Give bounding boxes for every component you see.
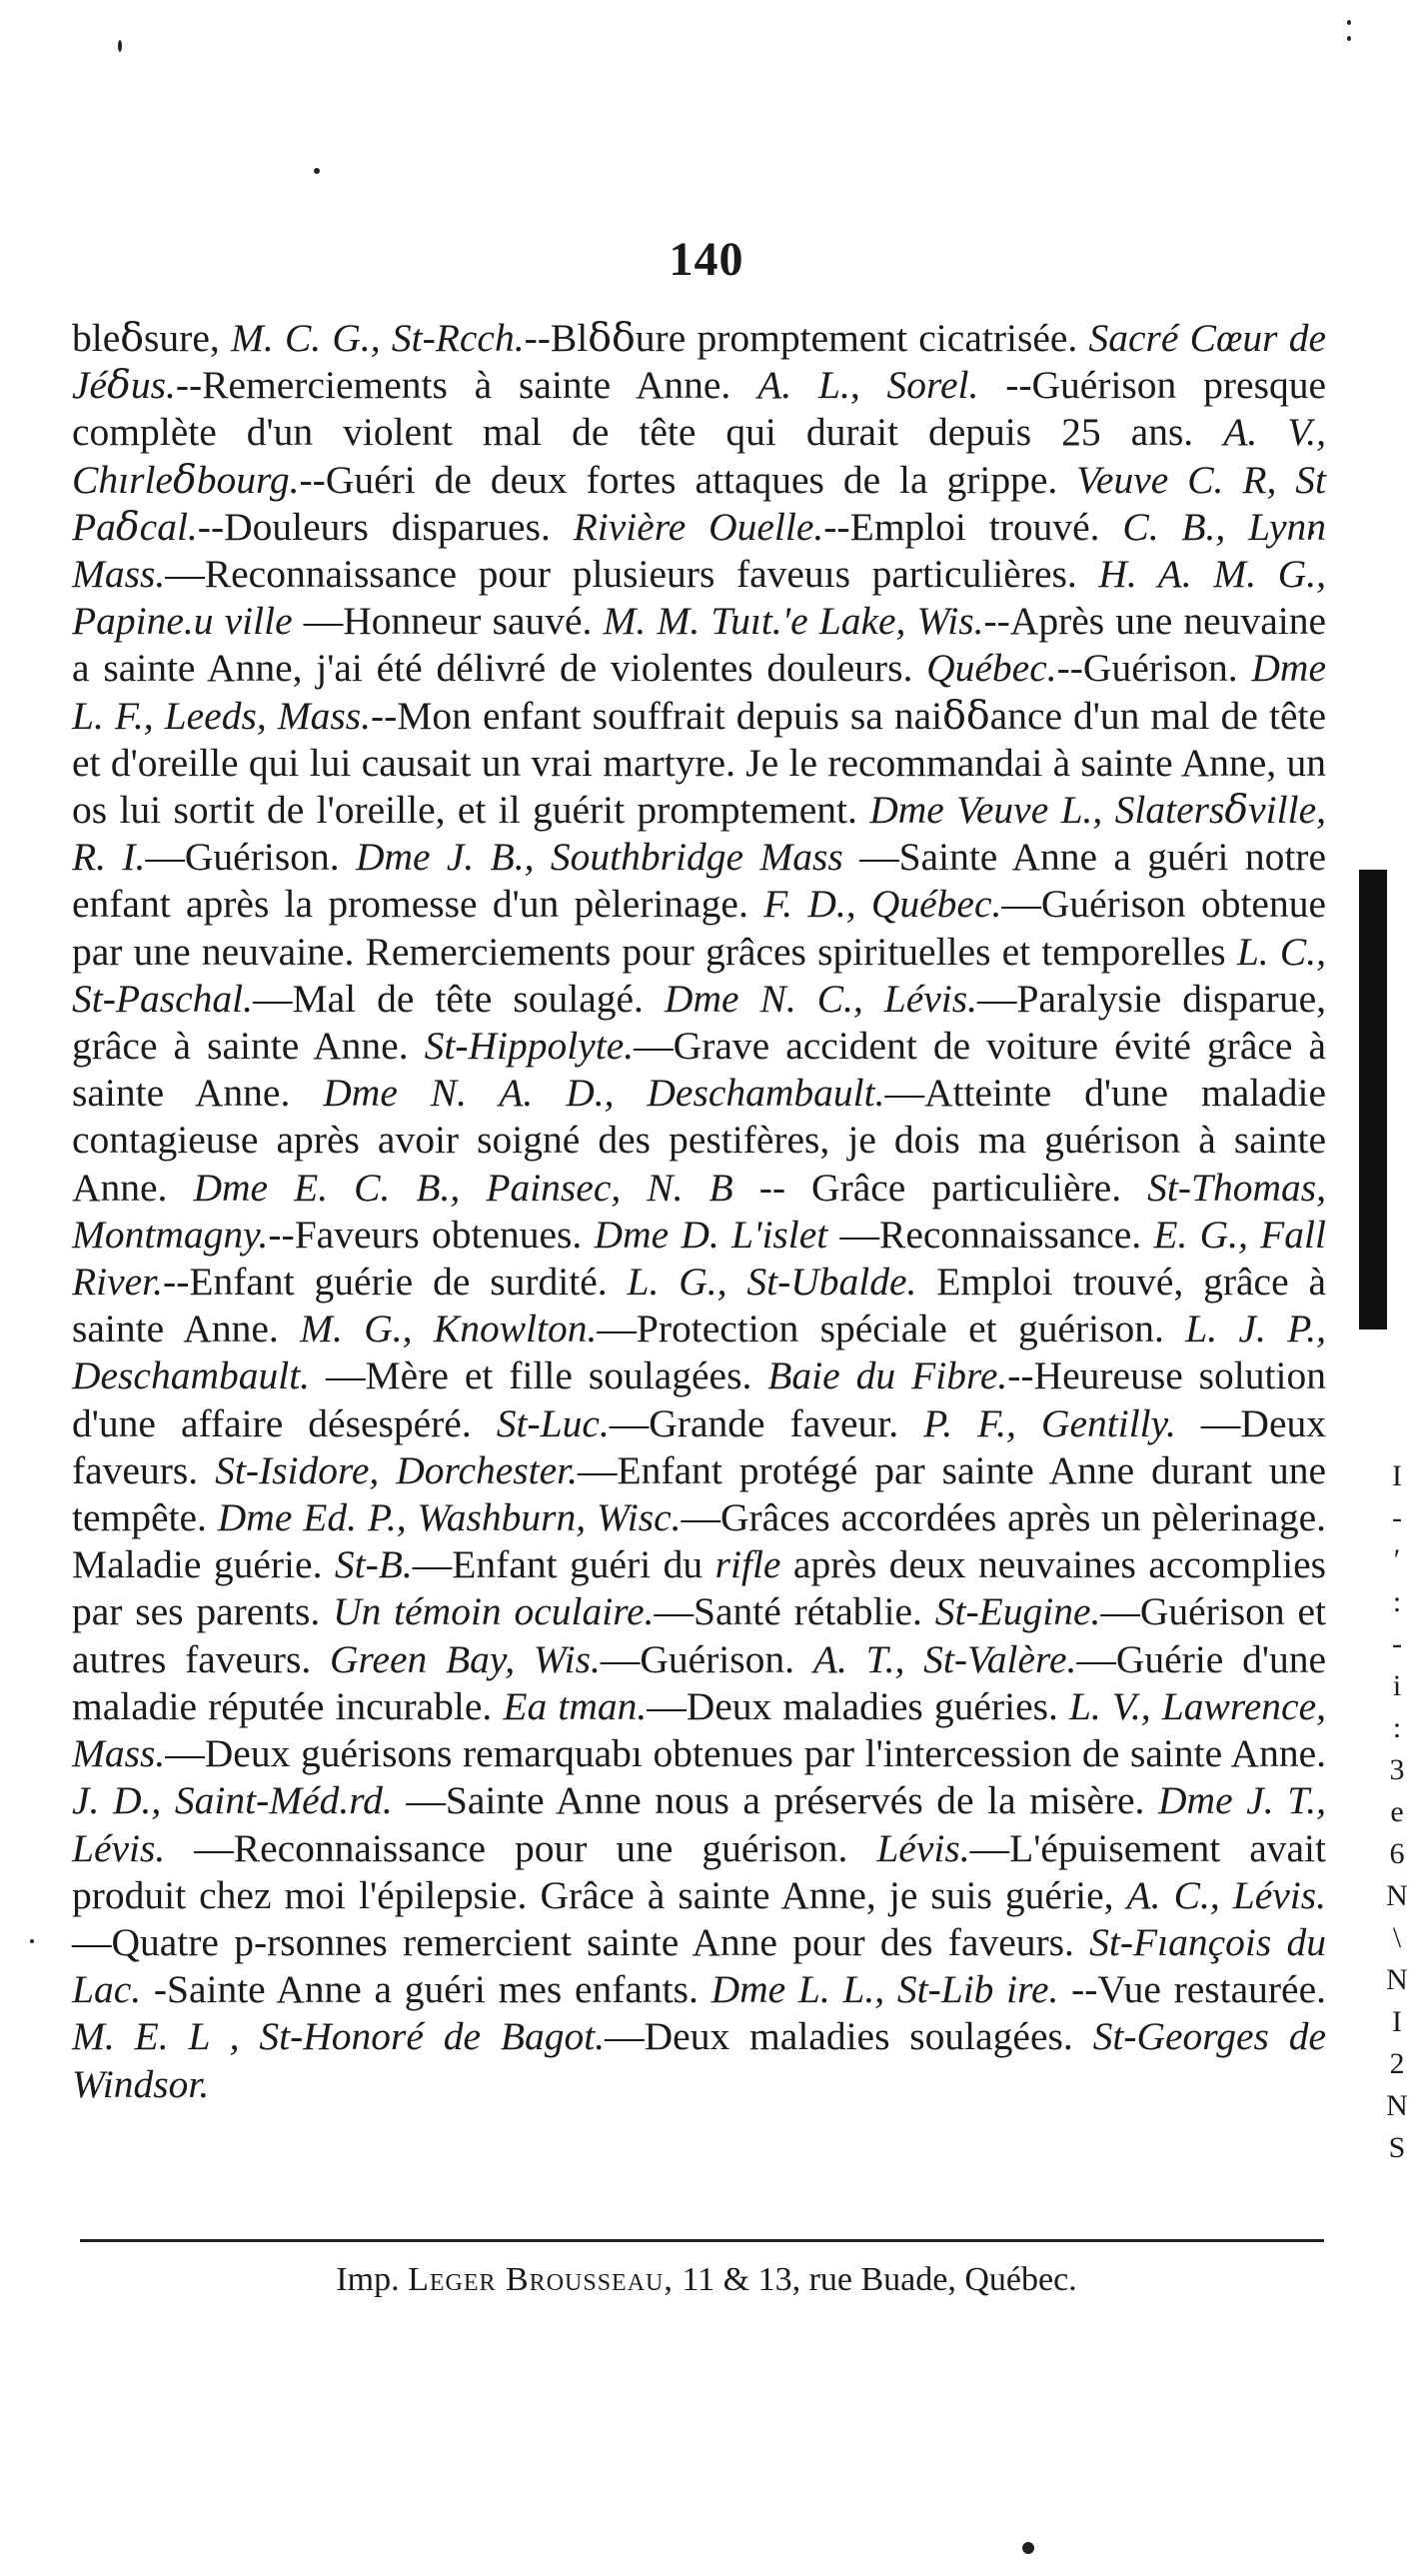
margin-char: I — [1392, 1459, 1402, 1492]
italic-segment: rifle — [714, 1542, 781, 1587]
italic-segment: St-Thomas, Montmagny. — [72, 1165, 1326, 1257]
text-segment: --Blẟẟure promptement cicatrisée. — [524, 316, 1089, 360]
margin-char: N — [1386, 1879, 1408, 1912]
text-segment: —Atteinte d'une maladie contagieuse après avoir soigné des pestifères, je dois ma guérison à sainte Anne. — [72, 1071, 1327, 1210]
italic-segment: St-Eugine. — [934, 1589, 1101, 1634]
italic-segment: Dme J. T., Lévis. — [72, 1778, 1326, 1870]
italic-segment: Québec. — [926, 646, 1057, 691]
margin-char: e — [1390, 1795, 1404, 1828]
italic-segment: Veuve C. R, St Paẟcal. — [72, 457, 1326, 549]
italic-segment: Dme N. A. D., Deschambault. — [323, 1071, 885, 1116]
italic-segment: St-Hippolyte. — [424, 1024, 635, 1069]
italic-segment: St-Fıançois du Lac. — [72, 1919, 1327, 2012]
margin-char: 2 — [1389, 2047, 1405, 2080]
margin-char: 6 — [1389, 1837, 1405, 1870]
text-segment: —Deux faveurs. — [72, 1400, 1326, 1492]
italic-segment: Baie du Fibre. — [767, 1353, 1008, 1398]
margin-characters — [1382, 1459, 1412, 2165]
italic-segment: L. V., Lawrence, Mass. — [72, 1683, 1326, 1776]
text-segment: —Deux maladies soulagées. — [605, 2014, 1093, 2059]
text-segment: --Guéri de deux fortes attaques de la grippe. — [299, 457, 1077, 502]
margin-char: N — [1386, 2089, 1408, 2122]
italic-segment: St-B. — [334, 1542, 413, 1587]
text-segment: —Quatre p-rsonnes remercient sainte Anne pour des faveurs. — [72, 1919, 1090, 1964]
text-segment: Emploi trouvé, grâce à sainte Anne. — [72, 1260, 1327, 1351]
italic-segment: M. M. Tuıt.'e Lake, Wis. — [603, 599, 984, 644]
margin-char: \ — [1392, 1921, 1402, 1954]
italic-segment: Dme L. F., Leeds, Mass. — [72, 646, 1326, 738]
text-segment: --Faveurs obtenues. — [268, 1212, 595, 1257]
text-segment: —Deux guérisons remarquabı obtenues par l'intercession de sainte Anne. — [165, 1731, 1326, 1776]
margin-char: 3 — [1389, 1753, 1405, 1786]
text-segment: —Guérison. — [600, 1636, 813, 1681]
italic-segment: M. C. G., St-Rcch. — [230, 316, 525, 360]
text-segment: --Guérison presque complète d'un violent mal de tête qui durait depuis 25 ans. — [72, 363, 1326, 455]
footer-rule — [80, 2239, 1324, 2242]
text-segment: —Reconnaissance. — [827, 1212, 1154, 1257]
ink-speck — [1347, 20, 1351, 25]
margin-char: I — [1392, 2005, 1402, 2038]
italic-segment: Dme Ed. P., Washburn, Wisc. — [217, 1495, 682, 1540]
text-segment: —Grande faveur. — [609, 1400, 924, 1445]
text-segment: --Remerciements à sainte Anne. — [175, 363, 758, 408]
italic-segment: Rivière Ouelle. — [573, 504, 824, 549]
text-segment: --Après une neuvaine a sainte Anne, j'ai été délivré de violentes douleurs. — [72, 599, 1326, 691]
italic-segment: Dme J. B., Southbridge Mass — [355, 835, 843, 880]
margin-char: - — [1392, 1501, 1402, 1534]
italic-segment: L. C., St-Paschal. — [72, 929, 1326, 1021]
italic-segment: C. B., Lynn Mass. — [72, 504, 1326, 597]
text-segment: —Guérison. — [145, 835, 356, 880]
margin-char: N — [1386, 1963, 1408, 1996]
italic-segment: Dme Veuve L., Slatersẟville, R. I. — [72, 788, 1326, 880]
ink-speck — [1347, 36, 1351, 41]
ink-speck — [314, 168, 320, 174]
text-segment: —Guérison obtenue par une neuvaine. Remerciements pour grâces spirituelles et temporelles — [72, 882, 1326, 974]
italic-segment: A. C., Lévis. — [1126, 1872, 1326, 1917]
margin-char: : — [1392, 1585, 1402, 1618]
margin-char: ′ — [1393, 1543, 1401, 1576]
text-segment: —Deux maladies guéries. — [647, 1683, 1069, 1728]
italic-segment: St-Georges de Windsor. — [72, 2014, 1326, 2106]
italic-segment: P. F., Gentilly. — [923, 1400, 1176, 1445]
italic-segment: A. V., Chırleẟbourg. — [72, 410, 1326, 502]
text-segment: -Sainte Anne a guéri mes enfants. — [141, 1967, 711, 2012]
italic-segment: St-Luc. — [496, 1400, 610, 1445]
text-segment: —Guérie d'une maladie réputée incurable. — [72, 1636, 1327, 1728]
imprint-printer: Leger Brousseau, — [408, 2261, 674, 2298]
text-segment: —Santé rétablie. — [654, 1589, 935, 1634]
text-segment: --Vue restaurée. — [1058, 1967, 1326, 2012]
text-segment: —Grave accident de voiture évité grâce à sainte Anne. — [72, 1024, 1327, 1116]
text-segment: —Sainte Anne a guéri notre enfant après la promesse d'un pèlerinage. — [72, 835, 1326, 927]
italic-segment: M. G., Knowlton. — [300, 1306, 598, 1351]
italic-segment: Un témoin oculaire. — [333, 1589, 655, 1634]
italic-segment: Lévis. — [876, 1825, 970, 1870]
text-segment: —Reconnaissance pour une guérison. — [165, 1825, 877, 1870]
italic-segment: Dme E. C. B., Painsec, N. B — [193, 1165, 733, 1210]
text-segment: après deux neuvaines accomplies par ses parents. — [72, 1542, 1327, 1634]
text-segment: —Protection spéciale et guérison. — [597, 1306, 1186, 1351]
imprint-address: 11 & 13, rue Buade, Québec. — [673, 2261, 1077, 2298]
text-segment: --Mon enfant souffrait depuis sa naiẟẟance d'un mal de tête et d'oreille qui lui causait un vrai martyre. Je le recommandai à sainte Anne, un os lui sortit de l'oreille, et il guérit promptement. — [72, 693, 1326, 833]
ink-speck — [118, 40, 122, 52]
margin-char: - — [1392, 1627, 1402, 1660]
italic-segment: L. J. P., Deschambault. — [72, 1306, 1326, 1398]
text-segment: —Enfant guéri du — [412, 1542, 715, 1587]
margin-char: S — [1388, 2131, 1406, 2164]
italic-segment: J. D., Saint-Méd.rd. — [72, 1778, 393, 1823]
italic-segment: Dme N. C., Lévis. — [664, 976, 978, 1021]
text-segment: --Heureuse solution d'une affaire désespéré. — [72, 1353, 1326, 1445]
italic-segment: Dme L. L., St-Lib ire. — [710, 1967, 1059, 2012]
printer-imprint — [0, 2261, 1413, 2299]
text-segment: —Paralysie disparue, grâce à sainte Anne. — [72, 976, 1326, 1069]
italic-segment: L. G., St-Ubalde. — [627, 1260, 917, 1304]
text-segment: —Enfant protégé par sainte Anne durant une tempête. — [72, 1447, 1327, 1540]
text-segment: —Mère et fille soulagées. — [310, 1353, 768, 1398]
italic-segment: M. E. L , St-Honoré de Bagot. — [72, 2014, 606, 2059]
italic-segment: Green Bay, Wis. — [329, 1636, 601, 1681]
body-text — [72, 315, 1326, 2108]
ink-speck — [30, 1939, 34, 1943]
italic-segment: Dme D. L'islet — [594, 1212, 828, 1257]
italic-segment: Sacré Cœur de Jéẟus. — [72, 316, 1326, 408]
text-segment: -- Grâce particulière. — [732, 1165, 1148, 1210]
italic-segment: A. T., St-Valère. — [812, 1636, 1077, 1681]
text-segment: --Guérison. — [1056, 646, 1252, 691]
page-number: 140 — [669, 233, 744, 286]
text-segment: --Douleurs disparues. — [197, 504, 574, 549]
italic-segment: H. A. M. G., Papine.u ville — [72, 552, 1326, 644]
margin-char: i — [1392, 1669, 1402, 1702]
text-segment: --Enfant guérie de surdité. — [163, 1260, 628, 1304]
italic-segment: F. D., Québec. — [763, 882, 1002, 927]
text-segment: —Grâces accordées après un pèlerinage. Maladie guérie. — [72, 1495, 1327, 1587]
text-segment: —L'épuisement avait produit chez moi l'épilepsie. Grâce à sainte Anne, je suis guérie, — [72, 1825, 1326, 1917]
margin-char: : — [1392, 1711, 1402, 1744]
ink-speck — [1022, 2542, 1034, 2554]
text-segment: —Guérison et autres faveurs. — [72, 1589, 1326, 1681]
italic-segment: St-Isidore, Dorchester. — [215, 1447, 579, 1492]
italic-segment: E. G., Fall River. — [72, 1212, 1326, 1304]
text-segment: bleẟsure, — [72, 316, 231, 360]
text-segment: --Emploi trouvé. — [823, 504, 1123, 549]
text-segment: —Reconnaissance pour plusieurs faveuıs particulières. — [165, 552, 1099, 597]
text-segment: —Honneur sauvé. — [292, 599, 604, 644]
text-segment: —Sainte Anne nous a préservés de la misère. — [392, 1778, 1159, 1823]
italic-segment: Ea tman. — [503, 1683, 648, 1728]
text-segment: —Mal de tête soulagé. — [253, 976, 665, 1021]
margin-bar — [1359, 870, 1387, 1329]
imprint-prefix: Imp. — [336, 2261, 409, 2298]
italic-segment: A. L., Sorel. — [757, 363, 979, 408]
